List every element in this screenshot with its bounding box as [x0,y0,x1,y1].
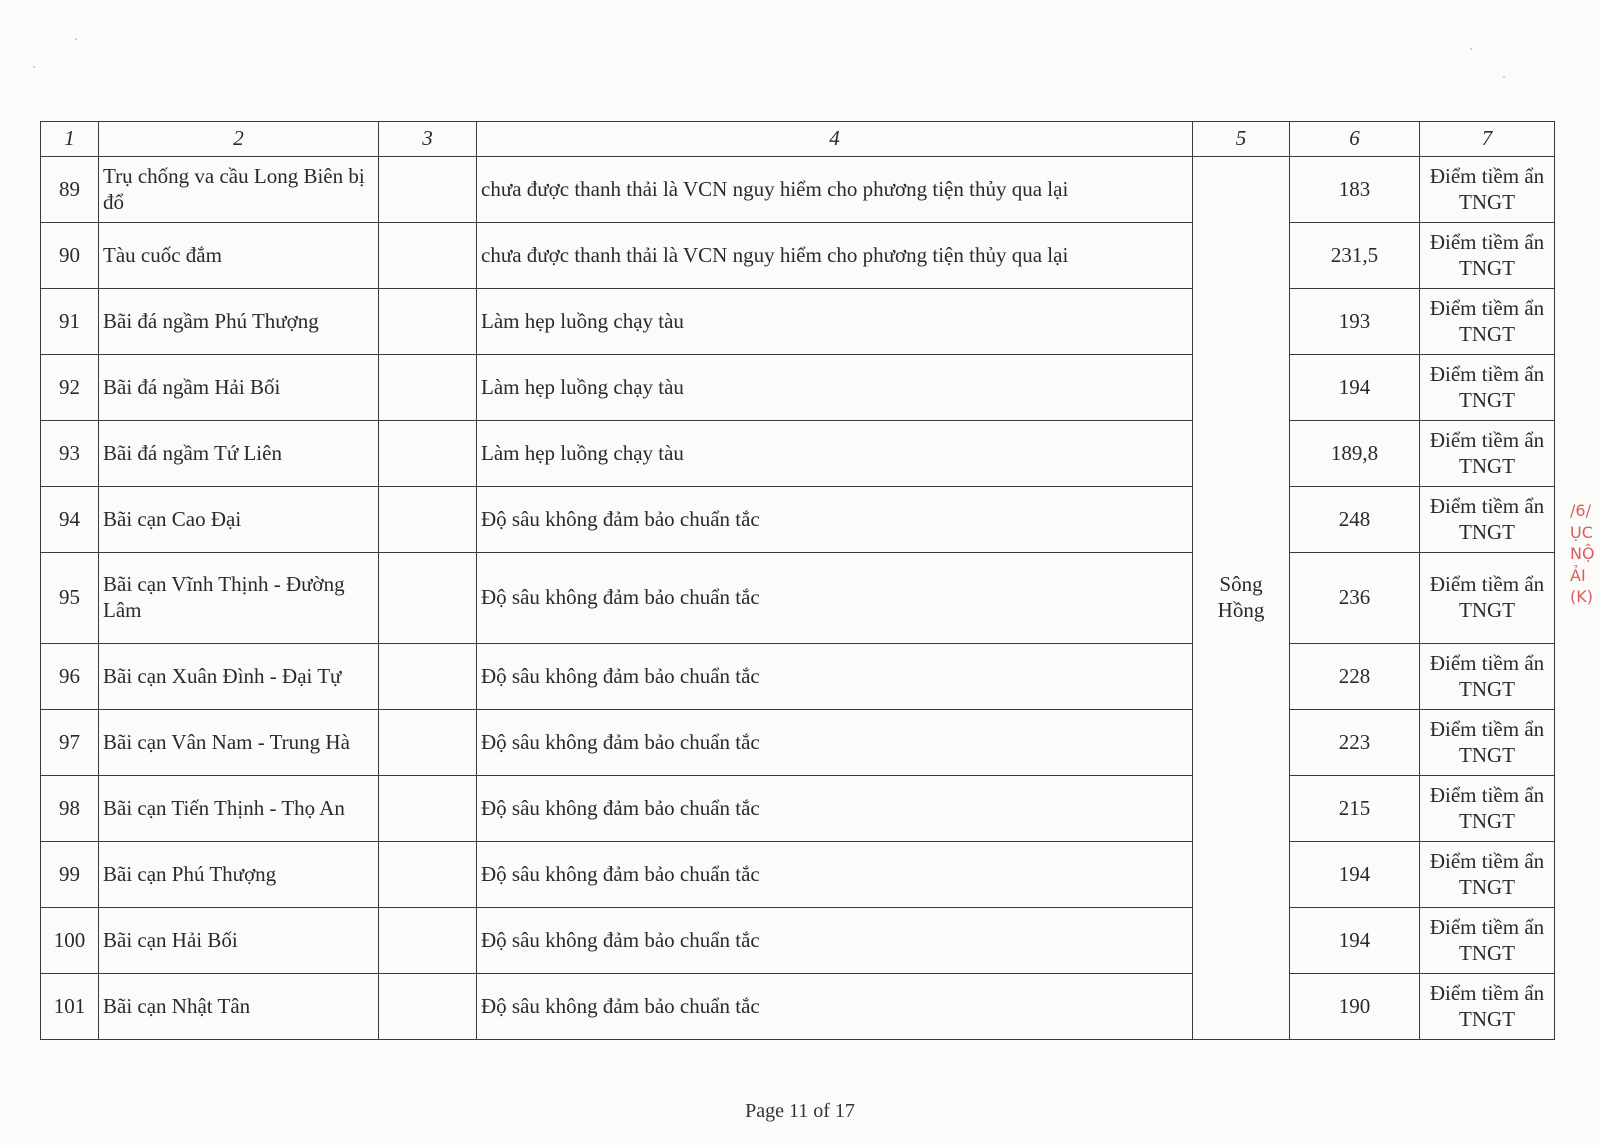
note: Điểm tiềm ẩn TNGT [1420,487,1555,553]
row-number: 89 [41,157,99,223]
column-3-cell [379,157,477,223]
object-name: Bãi cạn Tiến Thịnh - Thọ An [99,776,379,842]
object-name: Bãi đá ngầm Phú Thượng [99,289,379,355]
column-3-cell [379,776,477,842]
row-number: 96 [41,644,99,710]
row-number: 94 [41,487,99,553]
row-number: 100 [41,908,99,974]
stamp-text: ẢI [1570,565,1586,585]
column-header: 6 [1290,122,1420,157]
note: Điểm tiềm ẩn TNGT [1420,908,1555,974]
note: Điểm tiềm ẩn TNGT [1420,644,1555,710]
column-header: 5 [1193,122,1290,157]
column-3-cell [379,553,477,644]
km-position: 194 [1290,355,1420,421]
km-position: 189,8 [1290,421,1420,487]
column-3-cell [379,223,477,289]
header-row [41,122,1555,157]
table-row [41,974,1555,1040]
object-name: Tàu cuốc đắm [99,223,379,289]
row-number: 98 [41,776,99,842]
red-stamp-fragment [1570,500,1600,670]
table-row [41,842,1555,908]
km-position: 228 [1290,644,1420,710]
description: Độ sâu không đảm bảo chuẩn tắc [477,487,1193,553]
table-row [41,776,1555,842]
column-3-cell [379,710,477,776]
table-row [41,487,1555,553]
column-header: 7 [1420,122,1555,157]
stamp-text: ỤC [1570,522,1593,542]
description: chưa được thanh thải là VCN nguy hiểm cho phương tiện thủy qua lại [477,157,1193,223]
note: Điểm tiềm ẩn TNGT [1420,223,1555,289]
object-name: Bãi đá ngầm Hải Bối [99,355,379,421]
object-name: Bãi cạn Xuân Đình - Đại Tự [99,644,379,710]
description: Độ sâu không đảm bảo chuẩn tắc [477,710,1193,776]
note: Điểm tiềm ẩn TNGT [1420,974,1555,1040]
km-position: 215 [1290,776,1420,842]
row-number: 97 [41,710,99,776]
description: Làm hẹp luồng chạy tàu [477,421,1193,487]
km-position: 194 [1290,908,1420,974]
table-row [41,553,1555,644]
note: Điểm tiềm ẩn TNGT [1420,776,1555,842]
column-3-cell [379,421,477,487]
column-3-cell [379,974,477,1040]
object-name: Bãi cạn Phú Thượng [99,842,379,908]
row-number: 99 [41,842,99,908]
object-name: Bãi cạn Cao Đại [99,487,379,553]
row-number: 91 [41,289,99,355]
data-table [40,121,1555,1040]
km-position: 193 [1290,289,1420,355]
row-number: 92 [41,355,99,421]
description: Độ sâu không đảm bảo chuẩn tắc [477,644,1193,710]
description: Làm hẹp luồng chạy tàu [477,355,1193,421]
river-name: Sông Hồng [1193,157,1290,1040]
object-name: Bãi cạn Nhật Tân [99,974,379,1040]
description: Độ sâu không đảm bảo chuẩn tắc [477,842,1193,908]
km-position: 223 [1290,710,1420,776]
km-position: 248 [1290,487,1420,553]
object-name: Trụ chống va cầu Long Biên bị đổ [99,157,379,223]
table-row [41,644,1555,710]
stamp-text: /6/ [1570,501,1591,520]
stamp-text: (K) [1570,587,1593,607]
note: Điểm tiềm ẩn TNGT [1420,842,1555,908]
table-row [41,710,1555,776]
row-number: 93 [41,421,99,487]
note: Điểm tiềm ẩn TNGT [1420,421,1555,487]
description: chưa được thanh thải là VCN nguy hiểm cho phương tiện thủy qua lại [477,223,1193,289]
table-row [41,157,1555,223]
row-number: 90 [41,223,99,289]
column-header: 1 [41,122,99,157]
description: Độ sâu không đảm bảo chuẩn tắc [477,553,1193,644]
column-3-cell [379,644,477,710]
stamp-text: NỘ [1570,544,1595,564]
km-position: 194 [1290,842,1420,908]
table-row [41,908,1555,974]
km-position: 183 [1290,157,1420,223]
description: Làm hẹp luồng chạy tàu [477,289,1193,355]
row-number: 95 [41,553,99,644]
column-header: 3 [379,122,477,157]
page-footer: Page 11 of 17 [745,1100,855,1122]
description: Độ sâu không đảm bảo chuẩn tắc [477,974,1193,1040]
note: Điểm tiềm ẩn TNGT [1420,710,1555,776]
note: Điểm tiềm ẩn TNGT [1420,355,1555,421]
object-name: Bãi đá ngầm Tứ Liên [99,421,379,487]
km-position: 231,5 [1290,223,1420,289]
column-3-cell [379,842,477,908]
table-row [41,355,1555,421]
column-header: 2 [99,122,379,157]
table-row [41,289,1555,355]
km-position: 190 [1290,974,1420,1040]
note: Điểm tiềm ẩn TNGT [1420,157,1555,223]
column-3-cell [379,487,477,553]
object-name: Bãi cạn Vân Nam - Trung Hà [99,710,379,776]
object-name: Bãi cạn Hải Bối [99,908,379,974]
table-row [41,421,1555,487]
note: Điểm tiềm ẩn TNGT [1420,289,1555,355]
table-row [41,223,1555,289]
row-number: 101 [41,974,99,1040]
description: Độ sâu không đảm bảo chuẩn tắc [477,776,1193,842]
column-3-cell [379,908,477,974]
column-header: 4 [477,122,1193,157]
object-name: Bãi cạn Vĩnh Thịnh - Đường Lâm [99,553,379,644]
note: Điểm tiềm ẩn TNGT [1420,553,1555,644]
column-3-cell [379,355,477,421]
column-3-cell [379,289,477,355]
km-position: 236 [1290,553,1420,644]
description: Độ sâu không đảm bảo chuẩn tắc [477,908,1193,974]
